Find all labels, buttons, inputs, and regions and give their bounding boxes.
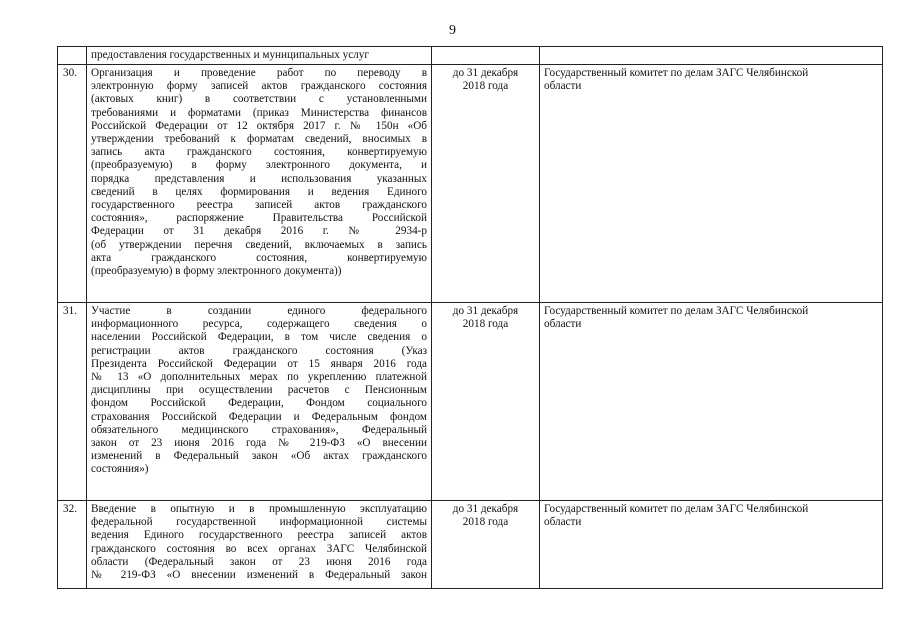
description-line: фондом Российской Федерации, Фондом социального xyxy=(91,397,427,410)
description-line: государственного реестра записей актов гражданского xyxy=(91,199,427,212)
description-line: № 13 «О дополнительных мерах по укреплению платежной xyxy=(91,371,427,384)
cell-continuation-text xyxy=(87,47,432,65)
description-line: ведения Единого государственного реестра записей актов xyxy=(91,529,427,542)
row-number: 32. xyxy=(58,501,87,589)
row-executor: Государственный комитет по делам ЗАГС Челябинской области xyxy=(540,501,883,589)
table-row xyxy=(58,501,883,589)
description-line: страхования Российской Федерации и Федеральным фондом xyxy=(91,410,427,423)
description-line: населении Российской Федерации, в том числе сведения о xyxy=(91,331,427,344)
table-row-continuation xyxy=(58,47,883,65)
description-line: (преобразуемую) в форму электронного документа, и xyxy=(91,159,427,172)
continuation-text: предоставления государственных и муниципальных услуг xyxy=(91,49,369,61)
description-line: состояния», распоряжение Правительства Российской xyxy=(91,212,427,225)
row-description xyxy=(87,501,432,589)
description-line: обязательного медицинского страхования», Федеральный xyxy=(91,423,427,436)
description-line: Российской Федерации от 12 октября 2017 г. № 150н «Об xyxy=(91,119,427,132)
row-deadline: до 31 декабря 2018 года xyxy=(432,65,540,303)
description-line: (актовых книг) в соответствии с установленными xyxy=(91,93,427,106)
description-line: информационного ресурса, содержащего сведения о xyxy=(91,318,427,331)
page-number: 9 xyxy=(449,23,456,38)
row-number: 31. xyxy=(58,303,87,501)
row-description xyxy=(87,303,432,501)
row-deadline: до 31 декабря 2018 года xyxy=(432,501,540,589)
description-line: регистрации актов гражданского состояния (Указ xyxy=(91,344,427,357)
description-line: состояния») xyxy=(91,463,149,476)
row-executor: Государственный комитет по делам ЗАГС Челябинской области xyxy=(540,303,883,501)
description-line: № 219-ФЗ «О внесении изменений в Федеральный закон xyxy=(91,569,427,582)
description-line: Организация и проведение работ по переводу в xyxy=(91,67,427,79)
description-line: (об утверждении перечня сведений, включаемых в запись xyxy=(91,238,427,251)
description-line: акта гражданского состояния, конвертируемую xyxy=(91,251,427,264)
description-line: (преобразуемую) в форму электронного документа)) xyxy=(91,265,342,278)
description-line: Федерации от 31 декабря 2016 г. № 2934-р xyxy=(91,225,427,238)
description-line: изменений в Федеральный закон «Об актах гражданского xyxy=(91,450,427,463)
description-line: сведений в целях формирования и ведения Единого xyxy=(91,185,427,198)
description-line: порядка представления и использования указанных xyxy=(91,172,427,185)
cell-executor-empty xyxy=(540,47,883,65)
table-row xyxy=(58,303,883,501)
description-line: запись акта гражданского состояния, конвертируемую xyxy=(91,146,427,159)
description-line: Участие в создании единого федерального xyxy=(91,305,427,317)
row-number: 30. xyxy=(58,65,87,303)
description-line: закон от 23 июня 2016 года № 219-ФЗ «О внесении xyxy=(91,437,427,450)
cell-deadline-empty xyxy=(432,47,540,65)
description-line: дисциплины при осуществлении расчетов с Пенсионным xyxy=(91,384,427,397)
description-line: Введение в опытную и в промышленную эксплуатацию xyxy=(91,503,427,515)
description-line: Президента Российской Федерации от 15 января 2016 года xyxy=(91,357,427,370)
description-line: гражданского состояния во всех органах ЗАГС Челябинской xyxy=(91,542,427,555)
description-line: электронную форму записей актов гражданского состояния xyxy=(91,80,427,93)
row-deadline: до 31 декабря 2018 года xyxy=(432,303,540,501)
row-description xyxy=(87,65,432,303)
cell-number-empty xyxy=(58,47,87,65)
table-row xyxy=(58,65,883,303)
plan-table xyxy=(57,46,883,589)
description-line: области (Федеральный закон от 23 июня 2016 года xyxy=(91,555,427,568)
description-line: утверждении требований к форматам сведений, вносимых в xyxy=(91,133,427,146)
description-line: федеральной государственной информационной системы xyxy=(91,516,427,529)
row-executor: Государственный комитет по делам ЗАГС Челябинской области xyxy=(540,65,883,303)
description-line: требованиями и форматами (приказ Министерства финансов xyxy=(91,106,427,119)
